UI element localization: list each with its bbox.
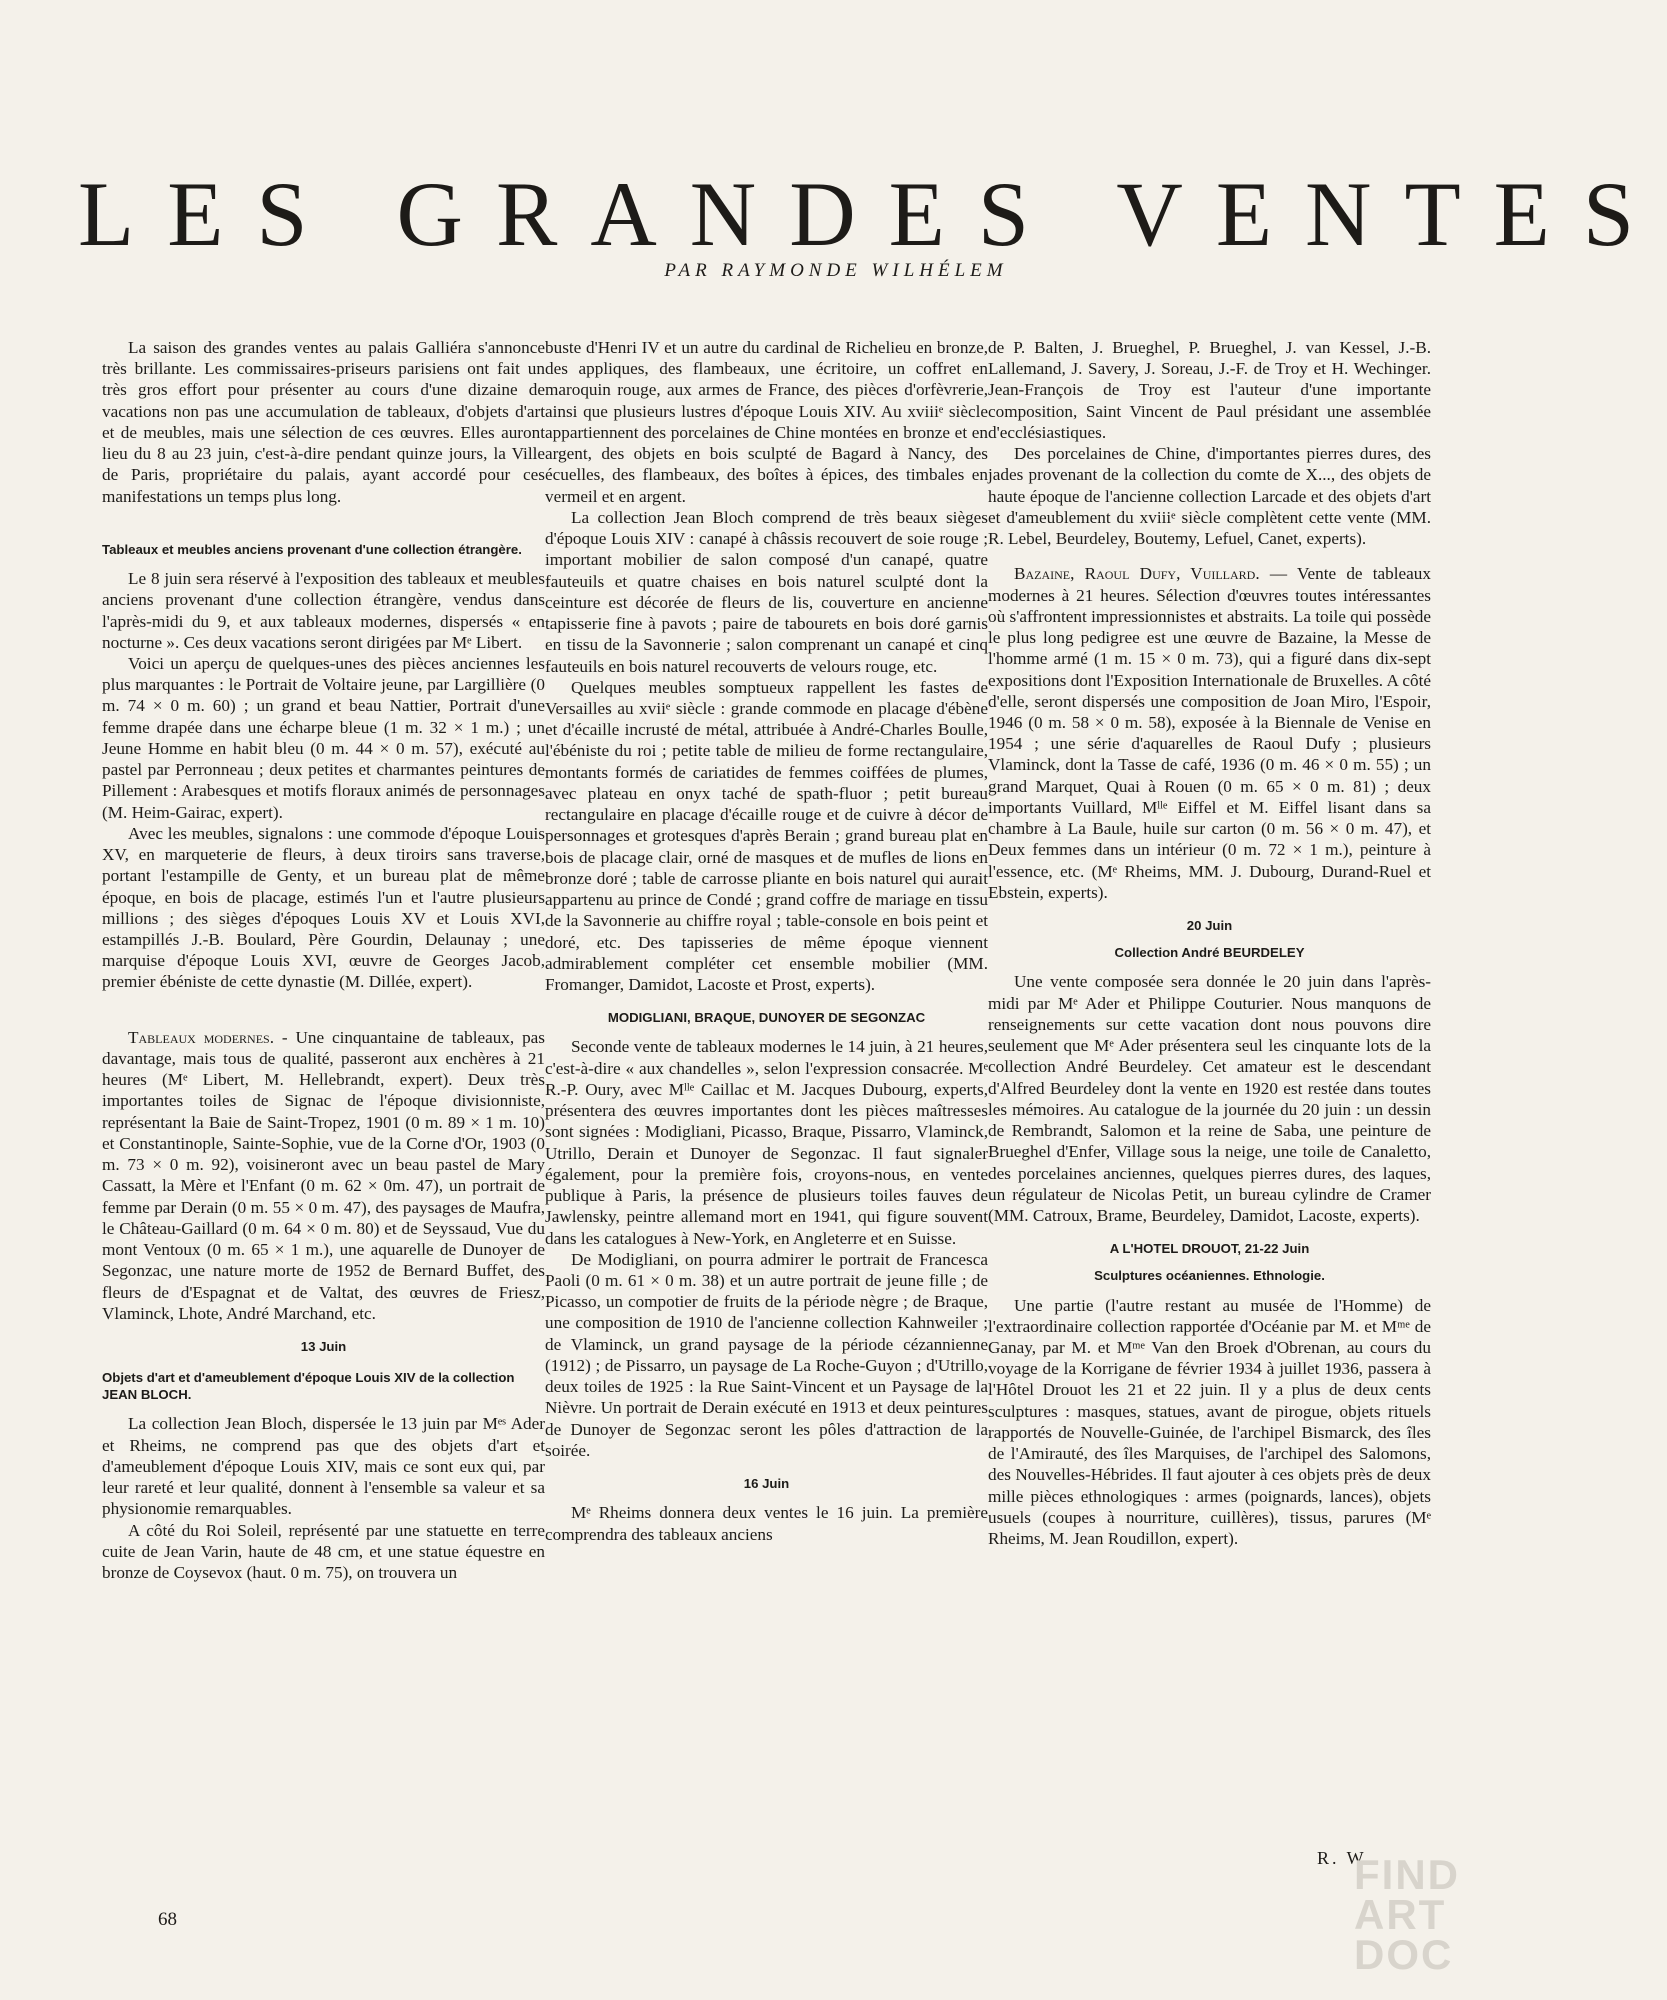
byline: PAR RAYMONDE WILHÉLEM [664,260,1008,281]
date-heading: 20 Juin [1186,918,1233,934]
section-subheading: Sculptures océaniennes. Ethnologie. [1094,1268,1325,1284]
page-title: LES GRANDES VENTES [78,163,1667,265]
paragraph-body: - Une cinquantaine de tableaux, pas davantage, mais tous de qualité, passeront aux enchères à 21 heures (Mᵉ Libert, M. Hellebrandt, expert). Deux très importantes toiles de Signac de l'époque divisionniste, représentant la Baie de Saint-Tropez, 1901 (0 m. 89 × 1 m. 10) et Constantinople, Sainte-Sophie, vue de la Corne d'Or, 1903 (0 m. 73 × 0 m. 92), voisineront avec un beau pastel de Mary Cassatt, la Mère et l'Enfant (0 m. 62 × 0m. 47), un portrait de femme par Derain (0 m. 55 × 0 m. 47), des paysages de Maufra, le Château-Gaillard (0 m. 64 × 0 m. 80) et de Seyssaud, Vue du mont Ventoux (0 m. 65 × 1 m.), une aquarelle de Dunoyer de Segonzac, une nature morte de 1952 de Bernard Buffet, des fleurs de d'Espagnat et de Valtat, des œuvres de Friesz, Vlaminck, Lhote, André Marchand, etc. [102,1027,545,1323]
watermark-line: DOC [1354,1930,1454,1978]
section-heading: A L'HOTEL DROUOT, 21-22 Juin [1109,1241,1310,1257]
date-heading: 13 Juin [300,1339,347,1354]
column-3 [988,337,1431,1549]
watermark-line: FIND [1354,1851,1460,1898]
section-heading: Objets d'art et d'ameublement d'époque Louis XIV de la collection JEAN BLOCH. [102,1370,515,1403]
paragraph: Quelques meubles somptueux rappellent les fastes de Versailles au xviiᵉ siècle : grande commode en placage d'ébène et d'écaille incrusté de métal, attribuée à André-Charles Boulle, l'ébéniste du roi ; petite table de milieu de forme rectangulaire, montants formés de cariatides de femmes coiffées de plumes, avec plateau en onyx taché de spath-fluor ; petit bureau rectangulaire en placage d'écaille rouge et de cuivre à décor de personnages et grotesques d'après Berain ; grand bureau plat en bois de placage clair, orné de masques et de mufles de lions en bronze doré ; table de carrosse pliante en bois naturel qui aurait appartenu au prince de Condé ; grand coffre de mariage en tissu de la Savonnerie au chiffre royal ; table-console en bois peint et doré, etc. Des tapisseries de même époque viennent admirablement compléter cet ensemble mobilier (MM. Fromanger, Damidot, Lacoste et Prost, experts). [545,677,988,995]
paragraph: La collection Jean Bloch comprend de très beaux sièges d'époque Louis XIV : canapé à châssis recouvert de soie rouge ; important mobilier de salon composé d'un canapé, quatre fauteuils et quatre chaises en bois naturel sculpté dont la ceinture est décorée de fleurs de lis, couverture en ancienne tapisserie fine à pavots ; paire de tabourets en bois doré garnis en tissu de la Savonnerie ; salon comprenant un canapé et cinq fauteuils en bois naturel recouverts de velours rouge, etc. [545,507,988,676]
page-number: 68 [158,1909,177,1930]
paragraph [988,563,1431,903]
paragraph: Le 8 juin sera réservé à l'exposition des tableaux et meubles anciens provenant d'une collection étrangère, vendus dans l'après-midi du 9, et aux tableaux modernes, dispersés « en nocturne ». Ces deux vacations seront dirigées par Mᵉ Libert. [102,569,545,652]
paragraph: La collection Jean Bloch, dispersée le 13 juin par Mᵉˢ Ader et Rheims, ne comprend pas que des objets d'art et d'ameublement d'époque Louis XIV, mais ce sont eux qui, par leur rareté et leur qualité, donnent à l'ensemble sa valeur et sa physionomie remarquables. [102,1414,545,1519]
paragraph: De Modigliani, on pourra admirer le portrait de Francesca Paoli (0 m. 61 × 0 m. 38) et un autre portrait de jeune fille ; de Picasso, un compotier de fruits de la période nègre ; de Braque, une composition de 1910 de l'ancienne collection Kahnweiler ; de Vlaminck, un grand paysage de la période cézannienne (1912) ; de Pissarro, un paysage de La Roche-Guyon ; d'Utrillo, deux toiles de 1925 : la Rue Saint-Vincent et un Paysage de la Nièvre. Un portrait de Derain exécuté en 1913 et deux peintures de Dunoyer de Segonzac seront les pôles d'attraction de la soirée. [545,1249,988,1460]
paragraph-lead: Tableaux modernes. [128,1027,274,1047]
author-initials: R. W. [1317,1848,1373,1868]
paragraph: Avec les meubles, signalons : une commode d'époque Louis XV, en marqueterie de fleurs, à deux tiroirs sans traverse, portant l'estampille de Genty, et un bureau plat de même époque, en bois de placage, estimés l'un et l'autre plusieurs millions ; des sièges d'époques Louis XV et Louis XVI, estampillés J.-B. Boulard, Père Gourdin, Delaunay ; une marquise d'époque Louis XVI, œuvre de Georges Jacob, premier ébéniste de cette dynastie (M. Dillée, expert). [102,823,545,992]
paragraph: buste d'Henri IV et un autre du cardinal de Richelieu en bronze, des appliques, des flambeaux, une écritoire, un coffret en maroquin rouge, aux armes de France, des pièces d'orfèvrerie, ainsi que plusieurs lustres d'époque Louis XIV. Au xviiiᵉ siècle appartiennent des porcelaines de Chine montées en bronze et en argent, des objets en bois sculpté de Bagard à Nancy, des écuelles, des flambeaux, des boîtes à épices, des timbales en vermeil et en argent. [545,338,988,506]
paragraph: Voici un aperçu de quelques-unes des pièces anciennes les plus marquantes : le Portrait de Voltaire jeune, par Largillière (0 m. 74 × 0 m. 60) ; un grand et beau Nattier, Portrait d'une femme drapée dans une écharpe bleue (1 m. 32 × 1 m.) ; un Jeune Homme en habit bleu (0 m. 44 × 0 m. 57), exécuté au pastel par Perronneau ; deux petites et charmantes peintures de Pillement : Arabesques et motifs floraux animés de personnages (M. Heim-Gairac, expert). [102,653,545,822]
paragraph [102,1027,545,1324]
section-heading: Collection André BEURDELEY [1114,945,1305,961]
paragraph: La saison des grandes ventes au palais Galliéra s'annonce très brillante. Les commissaires-priseurs parisiens ont fait un très gros effort pour présenter au cours d'une dizaine de vacations non pas une accumulation de tableaux, d'objets d'art et de meubles, mais une sélection de ces œuvres. Elles auront lieu du 8 au 23 juin, c'est-à-dire pendant quinze jours, la Ville de Paris, propriétaire du palais, ayant accordé pour ces manifestations un temps plus long. [102,338,545,506]
paragraph: Des porcelaines de Chine, d'importantes pierres dures, des jades provenant de la collection du comte de X..., des objets de haute époque de l'ancienne collection Larcade et des objets d'art et d'ameublement du xviiiᵉ siècle complètent cette vente (MM. R. Lebel, Beurdeley, Boutemy, Lefuel, Canet, experts). [988,444,1431,549]
date-heading: 16 Juin [743,1476,790,1492]
column-1 [102,337,545,1583]
paragraph: Seconde vente de tableaux modernes le 14 juin, à 21 heures, c'est-à-dire « aux chandelles », selon l'expression consacrée. Mᵉ R.-P. Oury, avec Mˡˡᵉ Caillac et M. Jacques Dubourg, experts, présentera des œuvres importantes dont les pièces maîtresses sont signées : Modigliani, Picasso, Braque, Pissarro, Vlaminck, Utrillo, Derain et Dunoyer de Segonzac. Il faut signaler également, pour la première fois, croyons-nous, en vente publique à Paris, la présence de plusieurs toiles fauves de Jawlensky, peintre allemand mort en 1941, qui figure souvent dans les catalogues à New-York, en Angleterre et en Suisse. [545,1037,988,1248]
paragraph: Une vente composée sera donnée le 20 juin dans l'après-midi par Mᵉ Ader et Philippe Couturier. Nous manquons de renseignements sur cette vacation dont nous pouvons dire seulement que Mᵉ Ader présentera seul les cinquante lots de la collection André Beurdeley. Cet amateur est le descendant d'Alfred Beurdeley dont la vente en 1920 est restée dans toutes les mémoires. Au catalogue de la journée du 20 juin : un dessin de Rembrandt, Salomon et la reine de Saba, une peinture de Brueghel d'Enfer, Village sous la neige, une toile de Canaletto, des porcelaines anciennes, quelques pierres dures, des laques, un régulateur de Nicolas Petit, un bureau cylindre de Cramer (MM. Catroux, Brame, Beurdeley, Damidot, Lacoste, experts). [988,972,1431,1225]
section-heading: MODIGLIANI, BRAQUE, DUNOYER DE SEGONZAC [607,1010,926,1026]
watermark [1354,1851,1460,1978]
paragraph: A côté du Roi Soleil, représenté par une statuette en terre cuite de Jean Varin, haute de 48 cm, et une statue équestre en bronze de Coysevox (haut. 0 m. 75), on trouvera un [102,1520,545,1583]
paragraph-body: — Vente de tableaux modernes à 21 heures. Sélection d'œuvres toutes intéressantes où s'affrontent impressionnistes et abstraits. La toile qui possède le plus long pedigree est une œuvre de Bazaine, la Messe de l'homme armé (1 m. 15 × 0 m. 73), qui a figuré dans dix-sept expositions dont l'Exposition Internationale de Bruxelles. A côté d'elle, seront dispersés une composition de Joan Miro, l'Espoir, 1946 (0 m. 58 × 0 m. 58), exposée à la Biennale de Venise en 1954 ; une série d'aquarelles de Raoul Dufy ; plusieurs Vlaminck, dont la Tasse de café, 1936 (0 m. 46 × 0 m. 55) ; un grand Marquet, Quai à Rouen (0 m. 65 × 0 m. 81) ; deux importants Vuillard, Mˡˡᵉ Eiffel et M. Eiffel lisant dans sa chambre à La Baule, huile sur carton (0 m. 56 × 0 m. 47), et Deux femmes dans un intérieur (0 m. 72 × 1 m.), peinture à l'essence, etc. (Mᵉ Rheims, MM. J. Dubourg, Durand-Ruel et Ebstein, experts). [988,564,1431,902]
paragraph-lead: Bazaine, Raoul Dufy, Vuillard. [1014,564,1260,584]
column-2 [545,337,988,1545]
section-heading: Tableaux et meubles anciens provenant d'une collection étrangère. [102,541,522,557]
watermark-line: ART [1354,1890,1447,1938]
paragraph: Mᵉ Rheims donnera deux ventes le 16 juin. La première comprendra des tableaux anciens [545,1503,988,1544]
paragraph: de P. Balten, J. Brueghel, P. Brueghel, J. van Kessel, J.-B. Lallemand, J. Savery, J. Soreau, J.-F. de Troy et H. Wechinger. Jean-François de Troy est l'auteur d'une importante composition, Saint Vincent de Paul présidant une assemblée d'ecclésiastiques. [988,338,1431,442]
paragraph: Une partie (l'autre restant au musée de l'Homme) de l'extraordinaire collection rapportée d'Océanie par M. et Mᵐᵉ de Ganay, par M. et Mᵐᵉ Van den Broek d'Obrenan, au cours du voyage de la Korrigane de février 1934 à juillet 1936, passera à l'Hôtel Drouot les 21 et 22 juin. Il y a plus de deux cents sculptures : masques, statues, avant de pirogue, objets rituels rapportés de Nouvelle-Guinée, de l'archipel Bismarck, des îles de l'Amirauté, des îles Marquises, de l'archipel des Salomons, des Nouvelles-Hébrides. Il faut ajouter à ces objets près de deux mille pièces ethnologiques : armes (poignards, lances), objets usuels (coupes à nourriture, cuillères), tissus, parures (Mᵉ Rheims, M. Jean Roudillon, expert). [988,1295,1431,1549]
